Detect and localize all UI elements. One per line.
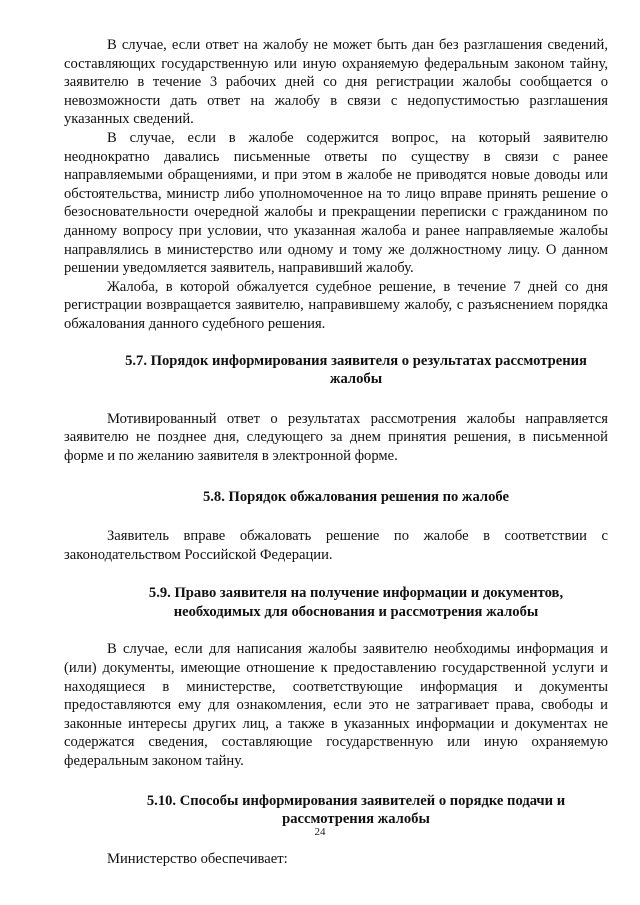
page-number: 24 [314,826,326,838]
paragraph: В случае, если для написания жалобы заявителю необходимы информация и (или) документы, имеющие отношение к предоставлению государственной услуги и находящиеся в министерстве, соответствующие информация и документы предоставляются ему для ознакомления, если это не затрагивает права, свободы и законные интересы других лиц, а также в указанных информации и документах не содержатся сведения, составляющие государственную или иную охраняемую федеральным законом тайну. [64,641,608,769]
paragraph: Мотивированный ответ о результатах рассмотрения жалобы направляется заявителю не позднее дня, следующего за днем принятия решения, в письменной форме и по желанию заявителя в электронной форме. [64,410,608,464]
heading-line: 5.10. Способы информирования заявителей о порядке подачи и [146,792,566,809]
section-heading-5-8 [64,488,608,507]
heading-line: жалобы [329,371,383,388]
heading-line: 5.8. Порядок обжалования решения по жалобе [202,489,509,506]
heading-line: рассмотрения жалобы [282,811,430,828]
paragraph: Жалоба, в которой обжалуется судебное решение, в течение 7 дней со дня регистрации возвращается заявителю, направившему жалобу, с разъяснением порядка обжалования данного судебного решения. [64,278,608,332]
section-heading-5-7 [64,352,608,389]
paragraph: Заявитель вправе обжаловать решение по жалобе в соответствии с законодательством Российской Федерации. [64,528,608,563]
paragraph: Министерство обеспечивает: [107,850,288,867]
paragraph: В случае, если ответ на жалобу не может быть дан без разглашения сведений, составляющих государственную или иную охраняемую федеральным законом тайну, заявителю в течение 3 рабочих дней со дня регистрации жалобы сообщается о невозможности дать ответ на жалобу в связи с недопустимостью разглашения указанных сведений. [64,37,608,128]
heading-line: 5.7. Порядок информирования заявителя о результатах рассмотрения [125,352,587,369]
section-heading-5-9 [64,584,608,621]
heading-line: 5.9. Право заявителя на получение информации и документов, [148,585,564,602]
paragraph: В случае, если в жалобе содержится вопрос, на который заявителю неоднократно давались письменные ответы по существу в связи с ранее направляемыми обращениями, и при этом в жалобе не приводятся новые доводы или обстоятельства, министр либо уполномоченное на то лицо вправе принять решение о безосновательности очередной жалобы и прекращении переписки с гражданином по данному вопросу при условии, что указанная жалоба и ранее направляемые жалобы направлялись в министерство или одному и тому же должностному лицу. О данном решении уведомляется заявитель, направивший жалобу. [64,129,608,277]
heading-line: необходимых для обоснования и рассмотрения жалобы [173,603,539,620]
section-heading-5-10 [64,792,608,829]
